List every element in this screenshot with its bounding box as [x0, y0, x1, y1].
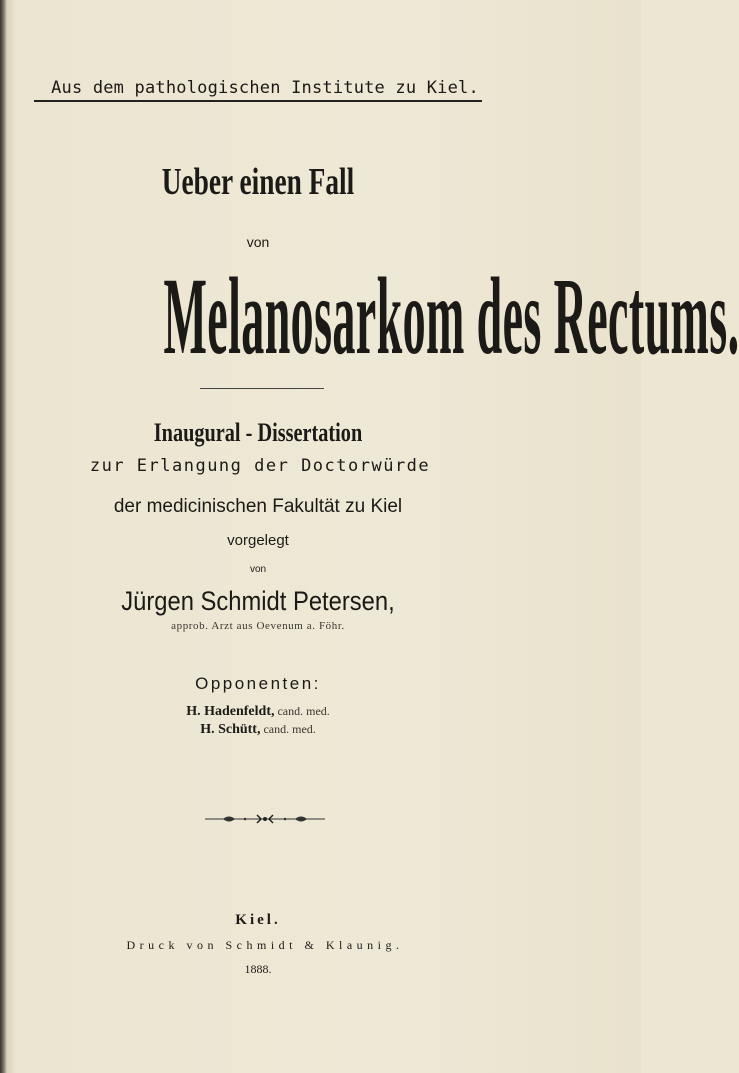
by-line: von — [249, 564, 267, 575]
opponent-1-title: cand. med. — [277, 704, 330, 718]
author-credentials: approb. Arzt aus Oevenum a. Föhr. — [171, 620, 345, 632]
imprint-city: Kiel. — [235, 912, 281, 928]
title-divider — [200, 388, 324, 389]
imprint-year: 1888. — [244, 962, 272, 976]
header-rule — [34, 100, 482, 102]
submitted-line: vorgelegt — [227, 532, 289, 549]
opponent-1-name: H. Hadenfeldt, — [186, 704, 275, 719]
dissertation-heading: Inaugural - Dissertation — [153, 418, 363, 447]
opponent-2-name: H. Schütt, — [200, 722, 261, 737]
main-title: Melanosarkom des Rectums. — [163, 255, 739, 378]
opponents-heading: Opponenten: — [195, 674, 321, 693]
imprint-printer: Druck von Schmidt & Klaunig. — [126, 938, 404, 952]
institute-header: Aus dem pathologischen Institute zu Kiel. — [51, 78, 479, 98]
title-von: von — [246, 234, 270, 250]
opponent-2 — [0, 722, 516, 738]
author-name: Jürgen Schmidt Petersen, — [121, 586, 395, 616]
dissertation-purpose: zur Erlangung der Doctorwürde — [89, 456, 431, 476]
ornament-divider-icon — [205, 812, 325, 826]
opponent-2-title: cand. med. — [263, 722, 316, 736]
title-line-1: Ueber einen Fall — [161, 161, 355, 203]
opponent-1 — [0, 704, 516, 720]
faculty-line: der medicinischen Fakultät zu Kiel — [113, 496, 403, 517]
